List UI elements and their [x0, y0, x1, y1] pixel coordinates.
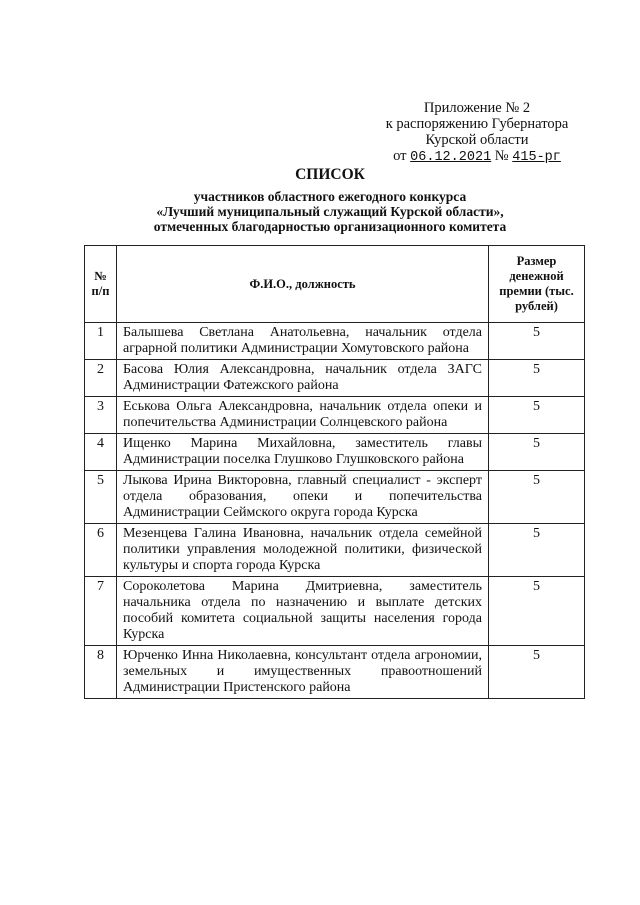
row-name-position: Мезенцева Галина Ивановна, начальник отдела семейной политики управления молодежной политики, физической культуры и спорта города Курска: [117, 524, 489, 577]
table-row: [85, 360, 585, 397]
row-award-amount: 5: [489, 646, 585, 699]
row-name-position: Басова Юлия Александровна, начальник отдела ЗАГС Администрации Фатежского района: [117, 360, 489, 397]
document-title-block: [60, 166, 600, 234]
order-number: 415-рг: [512, 150, 561, 165]
order-date-prefix: от: [393, 148, 407, 164]
row-award-amount: 5: [489, 577, 585, 646]
appendix-title: Приложение № 2: [423, 100, 531, 116]
appendix-order-reference: к распоряжению Губернатора: [385, 116, 569, 132]
row-award-amount: 5: [489, 471, 585, 524]
header-award-amount: Размер денежной премии (тыс. рублей): [489, 246, 585, 323]
row-award-amount: 5: [489, 360, 585, 397]
table-header-row: [85, 246, 585, 323]
appendix-header: [372, 100, 582, 166]
row-number: 4: [85, 434, 117, 471]
table-row: [85, 577, 585, 646]
row-award-amount: 5: [489, 397, 585, 434]
row-number: 8: [85, 646, 117, 699]
row-number: 5: [85, 471, 117, 524]
order-number-prefix: №: [494, 148, 509, 164]
row-award-amount: 5: [489, 524, 585, 577]
table-row: [85, 323, 585, 360]
header-number: № п/п: [85, 246, 117, 323]
document-title: СПИСОК: [295, 166, 365, 183]
title-line-2: «Лучший муниципальный служащий Курской области»,: [156, 204, 504, 219]
table-row: [85, 646, 585, 699]
order-date: 06.12.2021: [410, 150, 492, 165]
table-row: [85, 524, 585, 577]
order-date-number-line: [372, 148, 582, 166]
row-name-position: Ищенко Марина Михайловна, заместитель главы Администрации поселка Глушково Глушковского района: [117, 434, 489, 471]
table-row: [85, 471, 585, 524]
row-name-position: Юрченко Инна Николаевна, консультант отдела агрономии, земельных и имущественных правоотношений Администрации Пристенского района: [117, 646, 489, 699]
title-line-3: отмеченных благодарностью организационного комитета: [153, 219, 507, 234]
title-line-1: участников областного ежегодного конкурса: [193, 189, 467, 204]
row-number: 7: [85, 577, 117, 646]
table-row: [85, 397, 585, 434]
header-name-position: Ф.И.О., должность: [117, 246, 489, 323]
row-name-position: Сороколетова Марина Дмитриевна, заместитель начальника отдела по назначению и выплате детских пособий комитета социальной защиты населения города Курска: [117, 577, 489, 646]
participants-table: [84, 245, 585, 699]
row-name-position: Балышева Светлана Анатольевна, начальник отдела аграрной политики Администрации Хомутовского района: [117, 323, 489, 360]
row-number: 1: [85, 323, 117, 360]
row-name-position: Лыкова Ирина Викторовна, главный специалист - эксперт отдела образования, опеки и попечительства Администрации Сеймского округа города Курска: [117, 471, 489, 524]
row-number: 6: [85, 524, 117, 577]
table-row: [85, 434, 585, 471]
row-award-amount: 5: [489, 323, 585, 360]
row-name-position: Еськова Ольга Александровна, начальник отдела опеки и попечительства Администрации Солнцевского района: [117, 397, 489, 434]
appendix-region: Курской области: [425, 132, 529, 148]
row-number: 2: [85, 360, 117, 397]
row-award-amount: 5: [489, 434, 585, 471]
row-number: 3: [85, 397, 117, 434]
